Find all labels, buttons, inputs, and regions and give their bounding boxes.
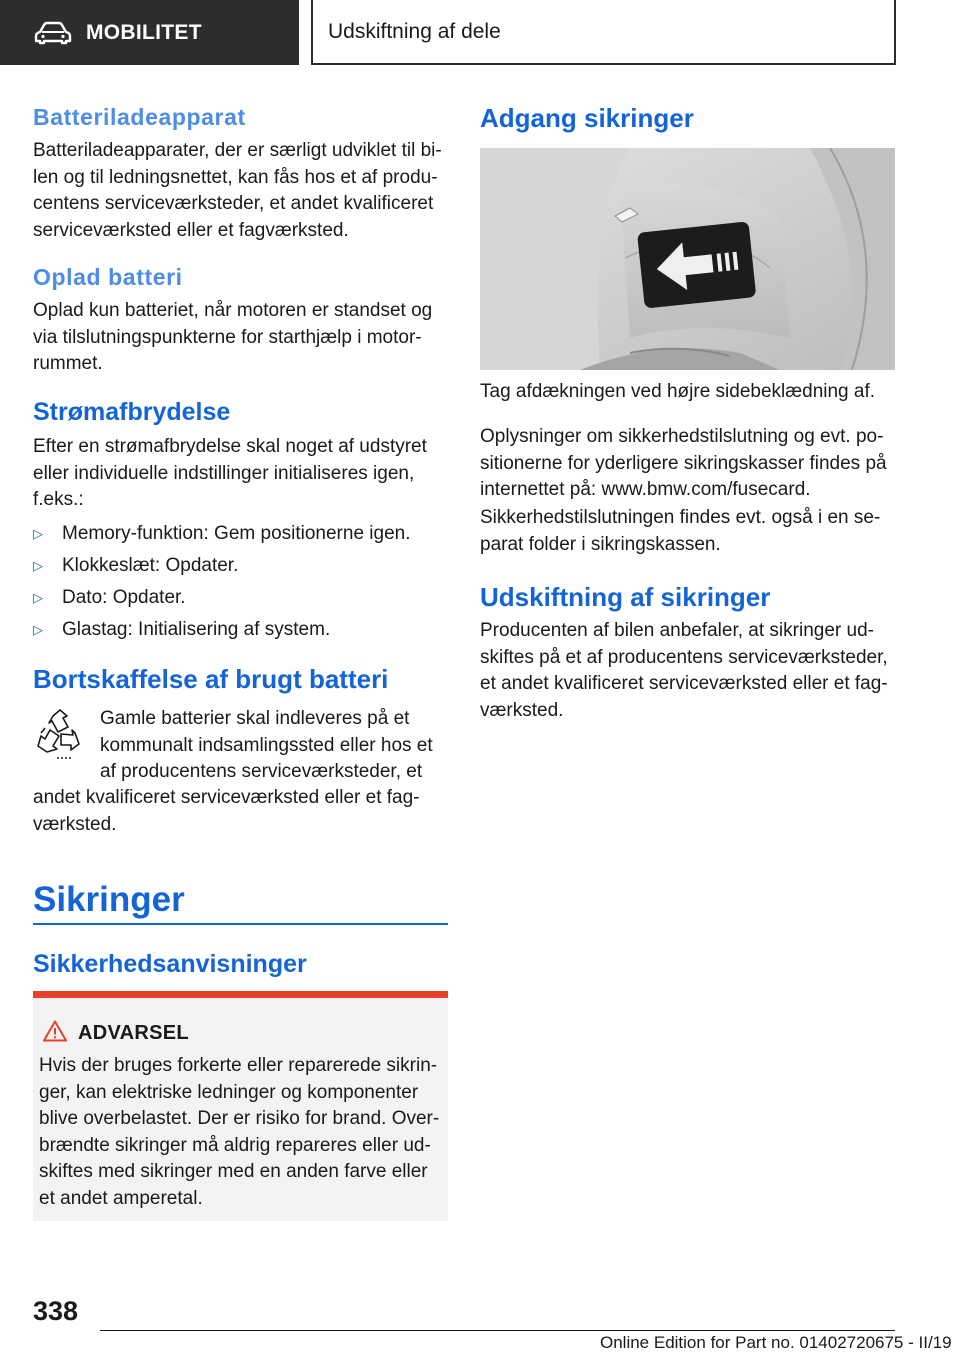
bullet-triangle-icon: ▷ — [33, 622, 43, 637]
text-line: Sikkerhedstilslutningen findes evt. også i en se- — [480, 507, 881, 528]
charger-paragraph — [33, 138, 442, 244]
footer-divider — [100, 1330, 895, 1331]
text-line: brændte sikringer må aldrig repareres eller ud- — [39, 1134, 431, 1156]
text-line: blive overbelastet. Der er risiko for brand. Over- — [39, 1108, 440, 1129]
text-line: Batteriladeapparater, der er særligt udviklet til bi- — [33, 140, 442, 161]
text-line: rummet. — [33, 353, 103, 374]
list-item — [33, 550, 448, 582]
text-line: Hvis der bruges forkerte eller reparerede sikrin- — [39, 1055, 438, 1076]
warning-title: ADVARSEL — [78, 1022, 189, 1044]
edition-note: Online Edition for Part no. 01402720675 - II/19 — [600, 1333, 952, 1352]
text-line: ger, kan elektriske ledninger og komponenter — [39, 1081, 419, 1103]
recycle-icon — [35, 708, 85, 766]
text-line: skiftes med sikringer med en anden farve eller — [39, 1161, 428, 1182]
bullet-list — [33, 518, 448, 646]
text-line: Oplysninger om sikkerhedstilslutning og evt. po- — [480, 426, 884, 447]
text-line: via tilslutningspunkterne for starthjælp i motor- — [33, 326, 422, 348]
list-item-text: Glastag: Initialisering af system. — [62, 619, 331, 640]
text-line: Efter en strømafbrydelse skal noget af udstyret — [33, 436, 427, 457]
list-item-text: Klokkeslæt: Opdater. — [62, 555, 239, 576]
section-divider — [33, 923, 448, 925]
access-paragraph-2 — [480, 505, 880, 558]
text-line: centens serviceværksteder, et andet kvalificeret — [33, 193, 434, 214]
page-number: 338 — [33, 1296, 79, 1326]
car-icon — [34, 21, 72, 45]
power-paragraph — [33, 434, 427, 514]
chapter-header — [311, 0, 896, 65]
text-line: sitionerne for yderligere sikringskasser findes på — [480, 452, 887, 474]
chapter-title: Udskiftning af dele — [328, 19, 501, 43]
fuse-cover-photo — [480, 148, 895, 370]
disposal-paragraph — [33, 785, 420, 838]
text-line: værksted. — [33, 813, 117, 835]
text-line: parat folder i sikringskassen. — [480, 533, 721, 555]
text-line: Tag afdækningen ved højre sidebeklædning af. — [480, 381, 876, 402]
bullet-triangle-icon: ▷ — [33, 590, 43, 605]
heading-fuse-access: Adgang sikringer — [480, 103, 694, 133]
list-item — [33, 582, 448, 614]
text-line: internettet på: www.bmw.com/fusecard. — [480, 479, 811, 500]
section-title: MOBILITET — [86, 20, 202, 44]
heading-fuses: Sikringer — [33, 880, 185, 919]
heading-disposal: Bortskaffelse af brugt batteri — [33, 664, 389, 694]
heading-power-interruption: Strømafbrydelse — [33, 398, 231, 426]
text-line: f.eks.: — [33, 489, 84, 510]
text-line: andet kvalificeret serviceværksted eller et fag- — [33, 787, 420, 808]
text-line: len og til ledningsnettet, kan fås hos et af produ- — [33, 166, 438, 188]
list-item — [33, 518, 448, 550]
heading-safety: Sikkerhedsanvisninger — [33, 950, 307, 978]
section-tab — [0, 0, 299, 65]
disposal-paragraph-indented — [100, 706, 433, 786]
text-line: kommunalt indsamlingssted eller hos et — [100, 734, 433, 756]
text-line: Producenten af bilen anbefaler, at sikringer ud- — [480, 620, 874, 641]
text-line: eller individuelle indstillinger initialiseres igen, — [33, 462, 415, 484]
list-item — [33, 614, 448, 646]
text-line: af producentens serviceværksteder, et — [100, 761, 423, 782]
replace-paragraph — [480, 618, 888, 724]
text-line: serviceværksted eller et fagværksted. — [33, 219, 349, 241]
photo-caption — [480, 379, 875, 406]
list-item-text: Memory-funktion: Gem positionerne igen. — [62, 523, 411, 544]
heading-charger: Batteriladeapparat — [33, 104, 246, 130]
text-line: Oplad kun batteriet, når motoren er standset og — [33, 300, 433, 321]
heading-charge: Oplad batteri — [33, 264, 183, 290]
warning-box — [33, 991, 448, 1221]
charge-paragraph — [33, 298, 432, 378]
text-line: værksted. — [480, 699, 564, 721]
warning-text — [39, 1053, 439, 1212]
warning-triangle-icon — [43, 1020, 67, 1042]
heading-replace-fuses: Udskiftning af sikringer — [480, 582, 771, 612]
text-line: et andet amperetal. — [39, 1187, 203, 1209]
bullet-triangle-icon: ▷ — [33, 526, 43, 541]
list-item-text: Dato: Opdater. — [62, 587, 186, 608]
bullet-triangle-icon: ▷ — [33, 558, 43, 573]
access-paragraph-1 — [480, 424, 887, 504]
text-line: et andet kvalificeret serviceværksted eller et fag- — [480, 673, 888, 694]
text-line: skiftes på et af producentens serviceværksteder, — [480, 646, 888, 668]
text-line: Gamle batterier skal indleveres på et — [100, 708, 410, 729]
